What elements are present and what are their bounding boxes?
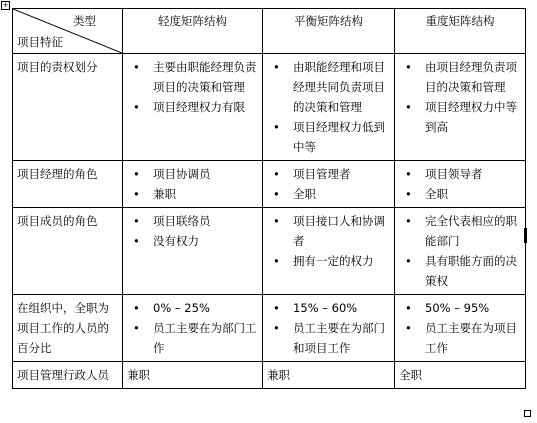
bullet-item: • 项目领导者: [399, 164, 521, 184]
bullet-item: • 主要由职能经理负责项目的决策和管理: [127, 57, 258, 97]
bullet-item: • 由职能经理和项目经理共同负责项目的决策和管理: [267, 57, 390, 117]
bullet-item: • 员工主要在为项目工作: [399, 318, 521, 358]
table-cell: [395, 161, 526, 208]
table-row: [13, 362, 526, 389]
diagonal-top-label: 类型: [73, 14, 96, 28]
table-cell: [395, 208, 526, 295]
bullet-item: • 由项目经理负责项目的决策和管理: [399, 57, 521, 97]
table-cell: [123, 295, 263, 362]
matrix-structure-table: [12, 8, 526, 389]
table-cell: [395, 54, 526, 161]
bullet-item: • 员工主要在为部门工作: [127, 318, 258, 358]
row-label: 项目经理的角色: [13, 161, 123, 208]
column-header-light-matrix: 轻度矩阵结构: [123, 9, 263, 54]
bullet-item: • 50% – 95%: [399, 298, 521, 318]
row-label: 在组织中，全职为项目工作的人员的百分比: [13, 295, 123, 362]
table-cell: [123, 54, 263, 161]
table-row: [13, 54, 526, 161]
table-resize-handle-icon[interactable]: [524, 410, 531, 417]
bullet-item: • 项目联络员: [127, 211, 258, 231]
table-cell: [263, 295, 395, 362]
row-label: 项目管理行政人员: [13, 362, 123, 389]
bullet-item: • 全职: [267, 184, 390, 204]
bullet-item: • 员工主要在为部门和项目工作: [267, 318, 390, 358]
bullet-item: • 没有权力: [127, 231, 258, 251]
bullet-item: • 项目经理权力中等到高: [399, 97, 521, 137]
table-cell: 兼职: [123, 362, 263, 389]
table-row: [13, 161, 526, 208]
bullet-item: • 项目经理权力低到中等: [267, 117, 390, 157]
row-label: 项目成员的角色: [13, 208, 123, 295]
table-cell: [263, 54, 395, 161]
bullet-item: • 项目协调员: [127, 164, 258, 184]
diagonal-header-cell: [13, 9, 123, 54]
bullet-item: • 项目管理者: [267, 164, 390, 184]
diagonal-bottom-label: 项目特征: [17, 35, 63, 49]
bullet-item: • 0% – 25%: [127, 298, 258, 318]
bullet-item: • 全职: [399, 184, 521, 204]
table-cell: [263, 161, 395, 208]
table-row: [13, 208, 526, 295]
bullet-item: • 项目接口人和协调者: [267, 211, 390, 251]
table-cell: [263, 208, 395, 295]
column-header-balanced-matrix: 平衡矩阵结构: [263, 9, 395, 54]
bullet-item: • 兼职: [127, 184, 258, 204]
bullet-item: • 15% – 60%: [267, 298, 390, 318]
table-cell: 全职: [395, 362, 526, 389]
table-row: [13, 295, 526, 362]
table-cell: [123, 208, 263, 295]
bullet-item: • 完全代表相应的职能部门: [399, 211, 521, 251]
text-cursor: [524, 228, 527, 243]
table-move-handle-icon[interactable]: +: [2, 1, 9, 9]
row-label: 项目的责权划分: [13, 54, 123, 161]
table-cell: [123, 161, 263, 208]
table-cell: [395, 295, 526, 362]
column-header-heavy-matrix: 重度矩阵结构: [395, 9, 526, 54]
table-header-row: [13, 9, 526, 54]
table-cell: 兼职: [263, 362, 395, 389]
bullet-item: • 具有职能方面的决策权: [399, 251, 521, 291]
bullet-item: • 项目经理权力有限: [127, 97, 258, 117]
bullet-item: • 拥有一定的权力: [267, 251, 390, 271]
